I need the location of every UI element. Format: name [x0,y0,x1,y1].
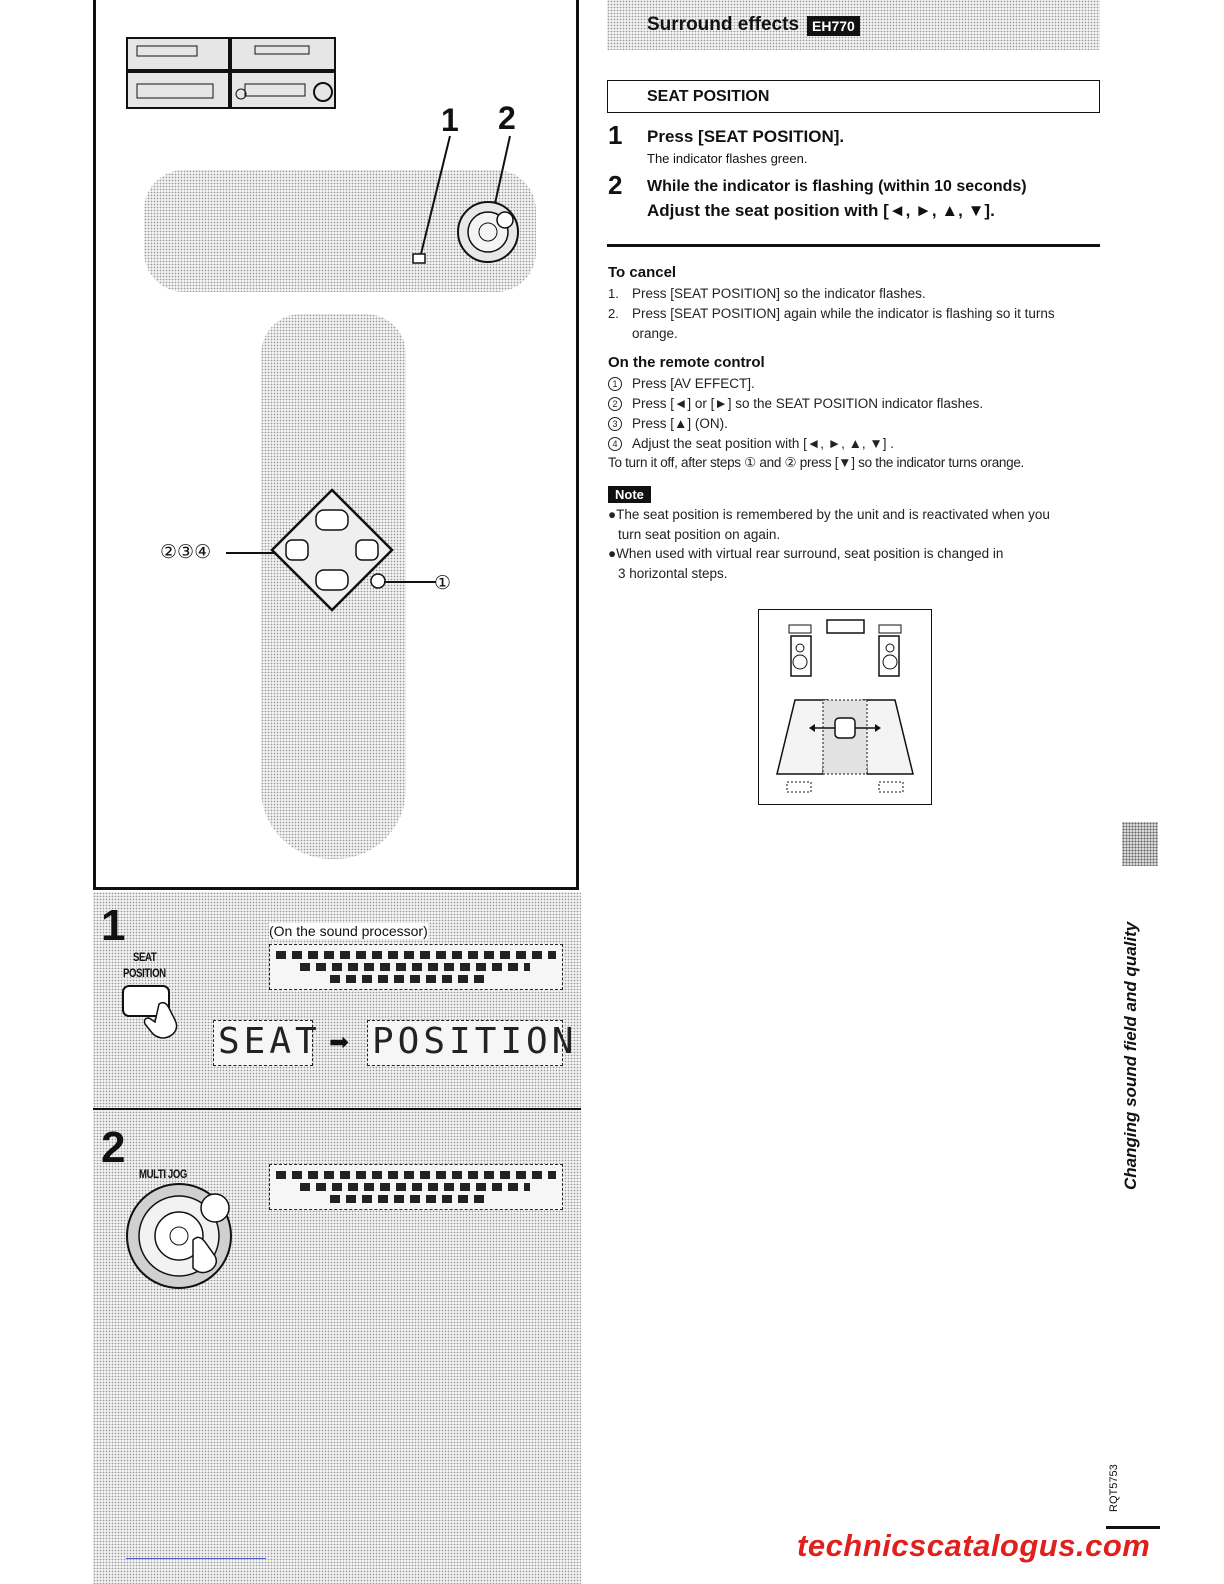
section-title: SEAT POSITION [647,88,770,105]
chapter-tab [1122,822,1158,866]
remote-item-1 [608,374,755,394]
lcd-display-2 [269,1164,563,1210]
illustration-panel-top [93,0,579,890]
remote-callout-right: ① [434,573,452,594]
cancel-item-1 [608,284,926,304]
button-press-hand-icon [119,982,191,1042]
note-item-2-line-2: 3 horizontal steps. [618,566,728,581]
illustration-panel-bottom [93,892,581,1584]
step-1-heading: Press [SEAT POSITION]. [647,127,845,146]
callout-2: 2 [498,100,516,136]
cancel-item-1-text: Press [SEAT POSITION] so the indicator flashes. [632,286,926,301]
remote-callout-left: ②③④ [160,542,212,563]
remote-item-3-num: 3 [608,417,622,431]
seat-button-label-1: SEAT [133,950,157,964]
step-2-number: 2 [608,170,623,200]
cancel-item-2-num: 2. [608,306,619,321]
document-code: RQT5753 [1108,1464,1120,1512]
remote-item-1-num: 1 [608,377,622,391]
step-1-sub: The indicator flashes green. [647,151,808,166]
step-2-heading-1: While the indicator is flashing (within 10 seconds) [647,178,1027,195]
chapter-vertical-title: Changing sound field and quality [1121,921,1140,1190]
processor-callout-lines [406,128,546,278]
callout-1: 1 [441,102,459,138]
remote-item-4 [608,434,894,454]
cancel-item-1-num: 1. [608,286,619,301]
note-badge: Note [608,486,651,503]
watermark: technicscatalogus.com [797,1528,1151,1563]
model-badge: EH770 [807,16,860,36]
step-divider [93,1108,581,1110]
remote-item-1-text: Press [AV EFFECT]. [632,376,755,391]
step-2-heading-2: Adjust the seat position with [◄, ►, ▲, ▼]. [647,201,995,220]
seat-diagram-drawing [759,610,931,804]
illus-step2-num: 2 [101,1123,126,1172]
lcd-display-1 [269,944,563,990]
note-item-2-line-1: ●When used with virtual rear surround, seat position is changed in [608,546,1004,561]
cancel-item-2-text-2: orange. [632,326,678,341]
remote-item-2-num: 2 [608,397,622,411]
illus-step1-num: 1 [101,901,126,950]
link-underline [126,1558,266,1559]
lcd-position-box [367,1020,578,1066]
remote-item-3-text: Press [▲] (ON). [632,416,728,431]
remote-item-2-text: Press [◄] or [►] so the SEAT POSITION indicator flashes. [632,396,984,411]
step1-caption: (On the sound processor) [269,923,428,939]
lcd-seat-text: SEAT [218,1021,321,1062]
multi-jog-knob-icon [123,1180,243,1300]
note-item-1-line-2: turn seat position on again. [618,527,781,542]
step-1-number: 1 [608,120,623,150]
remote-dpad-icon [266,486,466,616]
callout-line-left [226,548,276,558]
remote-title: On the remote control [608,354,765,371]
multi-jog-label: MULTI JOG [139,1167,187,1181]
cancel-title: To cancel [608,264,677,281]
note-item-1-line-1: ●The seat position is remembered by the unit and is reactivated when you [608,507,1050,522]
lcd-position-text: POSITION [372,1021,578,1062]
section-rule [607,244,1100,247]
seat-diagram-icon [758,609,932,805]
arrow-right-icon: ➡ [329,1029,350,1056]
remote-item-2 [608,394,983,414]
remote-item-4-text: Adjust the seat position with [◄, ►, ▲, ▼] . [632,436,895,451]
cancel-item-2 [608,304,1055,324]
remote-item-3 [608,414,728,434]
lcd-seat-box [213,1020,321,1066]
seat-button-label-2: POSITION [123,966,166,980]
cancel-item-2-text-1: Press [SEAT POSITION] again while the indicator is flashing so it turns [632,306,1055,321]
page-title: Surround effects [647,14,800,35]
remote-footer: To turn it off, after steps ① and ② press [▼] so the indicator turns orange. [608,455,1024,470]
remote-item-4-num: 4 [608,437,622,451]
stereo-system-icon [123,34,339,114]
